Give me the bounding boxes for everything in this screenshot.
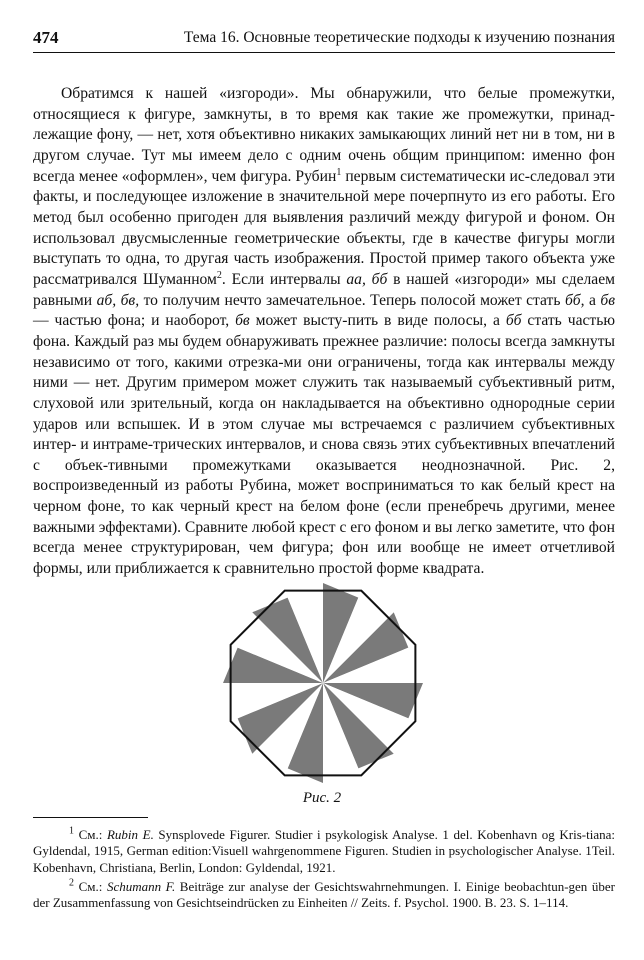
body-text-segment: стать частью фона. Каждый раз мы будем обнаруживать прежнее различие: полосы всегда замкнуты независимо от того, какими отрезка-ми они ограничены, тогда как интервалы между ними — нет. Другим примером может служить так называемый субъективный ритм, слуховой или зрительный, когда он накладывается на объективно однородные серии ударов или вспышек. И в этом случае мы встречаемся с различием субъективных интер- и интраме-трических интервалов, и снова связь этих субъективных впечатлений с объек-тивными промежутками оказывается неоднозначной. Рис. 2, воспроизведенный из работы Рубина, может восприниматься то как белый крест на черном фоне, то как черный крест на белом фоне (если пренебречь другими, менее важными эффектами). Сравните любой крест с его фоном и вы легко заметите, что фон всегда менее структурирован, чем фигура; фон или вообще не имеет отчетливой формы, или приближается к сравнительно простой форме квадрата. — [33, 312, 615, 578]
footnote-rule — [33, 817, 148, 818]
footnote-1 — [33, 827, 615, 876]
body-text-segment: в нашей «изгороди» мы сделаем равными — [33, 270, 615, 309]
italic-term: бв — [235, 312, 250, 330]
figure-sectors — [218, 581, 428, 786]
footnote-prefix: См.: — [74, 827, 107, 842]
footnote-author: Rubin E. — [106, 827, 154, 842]
italic-term: аа, бб — [346, 270, 388, 288]
footnote-author: Schumann F. — [106, 879, 176, 894]
italic-term: бб — [505, 312, 522, 330]
body-text-segment: то получим нечто замечательное. Теперь полосой может стать — [139, 291, 565, 309]
footnote-2 — [33, 879, 615, 912]
figure-caption: Рис. 2 — [302, 790, 342, 806]
body-text-segment: Обратимся к нашей «изгороди». Мы обнаружили, что белые промежутки, относящиеся к фигуре, замкнуты, в то время как такие же промежутки, принад-лежащие фону, — нет, хотя объективно никаких замыкающих линий нет ни в том, ни в другом случае. Тут мы имеем дело с одним очень общим принципом: именно фон всегда менее «оформлен», чем фигура. Рубин — [33, 85, 615, 185]
body-text-segment: — частью фона; и наоборот, — [33, 312, 236, 330]
body-text-segment: первым систематически ис-следовал эти факты, и последующее изложение в значительной мере почерпнуто из его работы. Его метод был особенно пригоден для выявления различий между фигурой и фоном. Он использовал двусмысленные геометрические объекты, где в качестве фигуры могли выступать то одна, то другая часть изображения. Простой пример такого объекта уже рассматривался Шуманном — [33, 167, 615, 288]
footnote-number: 1 — [69, 825, 74, 837]
body-text-segment: а — [584, 291, 601, 309]
header-rule — [33, 52, 615, 53]
rubin-octagon-figure — [218, 581, 428, 786]
footnote-prefix: См.: — [74, 879, 107, 894]
body-text-segment: может высту-пить в виде полосы, а — [249, 312, 506, 330]
page-header — [33, 28, 615, 50]
italic-term: аб, бв, — [96, 291, 140, 309]
footnote-text: Beiträge zur analyse der Gesichtswahrnehmungen. I. Einige beobachtun-gen über der Zusammenfassung von Gesichtseindrücken zu Einheiten // Zeits. f. Psychol. 1900. B. 23. S. 1–114. — [33, 879, 615, 911]
italic-term: бв — [600, 291, 616, 309]
italic-term: бб, — [564, 291, 585, 309]
body-text-segment: . Если интервалы — [221, 270, 347, 288]
body-paragraph — [33, 84, 615, 580]
footnote-ref-2[interactable]: 2 — [216, 269, 222, 281]
footnote-ref-1[interactable]: 1 — [336, 166, 342, 178]
footnote-text: Synsplovede Figurer. Studier i psykologisk Analyse. 1 del. Kobenhavn og Kris-tiana: Gyldendal, 1915, German edition:Visuell wahrgenommene Figuren. Studien in psychologischer Analyse. 1Teil. Kobenhavn, Christiana, Berlin, London: Gyldendal, 1921. — [33, 827, 615, 875]
footnote-number: 2 — [69, 877, 74, 889]
running-title: Тема 16. Основные теоретические подходы к изучению познания — [183, 29, 615, 46]
page-number: 474 — [33, 28, 59, 47]
